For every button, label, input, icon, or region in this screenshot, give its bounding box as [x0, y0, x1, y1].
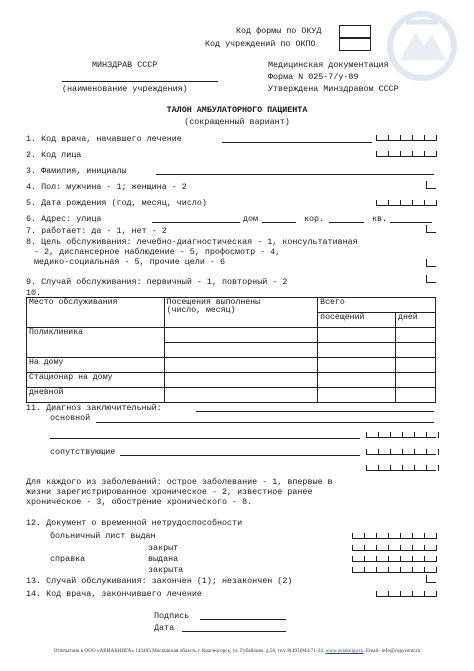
field-6-building-label: кор.	[304, 214, 325, 224]
field-11-label: 11. Диагноз заключительный:	[26, 403, 162, 413]
building-line[interactable]	[329, 222, 364, 223]
main-diagnosis-line-2[interactable]	[50, 438, 360, 439]
visits-table	[26, 297, 436, 403]
sick-leave-closed-label: закрыт	[148, 543, 179, 553]
employment-box[interactable]	[426, 225, 436, 233]
table-row	[27, 358, 436, 373]
table-row	[27, 328, 436, 343]
house-line[interactable]	[262, 222, 296, 223]
ministry-name: МИНЗДРАВ СССР	[92, 60, 158, 70]
sick-leave-closed-cells[interactable]	[352, 543, 437, 551]
signature-label: Подпись	[154, 611, 190, 621]
publisher-logo-watermark	[376, 2, 468, 82]
disease-note-line2: жизни зарегистрированное хроническое - 2, известное ранее	[26, 487, 313, 497]
disease-note-line3: хроническое - 3, обострение хронического - 8.	[26, 497, 253, 507]
field-8-line2: - 2, диспансерное наблюдение - 5, профосмотр - 4,	[34, 247, 281, 257]
document-title: ТАЛОН АМБУЛАТОРНОГО ПАЦИЕНТА	[166, 105, 308, 115]
okpo-label: Код учреждений по ОКПО	[205, 39, 316, 49]
field-9-label: 9. Случай обслуживания: первичный - 1, повторный - 2	[26, 277, 288, 287]
sick-leave-issued-cells[interactable]	[352, 531, 437, 539]
field-7-label: 7. работает: да - 1, нет - 2	[26, 226, 167, 236]
institution-name-line[interactable]	[62, 81, 218, 82]
field-5-label: 5. Дата рождения (год, месяц, число)	[26, 198, 207, 208]
col-header-place: Место обслуживания	[27, 298, 165, 328]
institution-caption: (наименование учреждения)	[62, 84, 188, 94]
field-2-label: 2. Код лица	[26, 150, 82, 160]
field-6-street-label: 6. Адрес: улица	[26, 214, 102, 224]
concomitant-label: сопутствующие	[50, 447, 116, 457]
diagnosis-line-1[interactable]	[196, 411, 434, 412]
certificate-issued-cells[interactable]	[352, 554, 437, 562]
signature-line[interactable]	[200, 619, 286, 620]
certificate-label: справка	[50, 554, 86, 564]
disease-note-line1: Для каждого из заболеваний: острое заболевание - 1, впервые в	[26, 477, 333, 487]
certificate-closed-label: закрыта	[148, 565, 184, 575]
field-6-apt-label: кв.	[372, 214, 388, 224]
service-goal-box[interactable]	[426, 259, 436, 267]
apartment-line[interactable]	[390, 222, 432, 223]
field-1-line[interactable]	[222, 142, 372, 143]
field-4-label: 4. Пол: мужчина - 1; женщина - 2	[26, 182, 187, 192]
concomitant-code-cells-2[interactable]	[366, 463, 439, 471]
printer-footer: Отпечатано в ООО «АВИАКНИГА» 143405 Московская область г. Красногорск, ул. Губайлово, д.56, тел. 8(495)943-71-24, www.aviaknigа.ru. Email- info@copycentr.ru	[53, 648, 421, 654]
col-header-visits-count: посещений	[318, 313, 396, 328]
table-row	[27, 373, 436, 388]
closing-doctor-code-cells[interactable]	[376, 589, 437, 597]
certificate-issued-label: выдана	[148, 554, 179, 564]
field-12-label: 12. Документ о временной нетрудоспособности	[26, 518, 243, 528]
case-completion-box[interactable]	[426, 575, 436, 583]
field-6-house-label: дом	[243, 214, 259, 224]
field-14-label: 14. Код врача, закончившего лечение	[26, 589, 202, 599]
person-code-cells[interactable]	[376, 149, 437, 157]
sick-leave-label: больничный лист выдан	[50, 531, 156, 541]
street-line[interactable]	[152, 222, 240, 223]
concomitant-code-cells-1[interactable]	[366, 447, 439, 455]
document-subtitle: (сокращенный вариант)	[184, 117, 290, 127]
name-line[interactable]	[156, 174, 434, 175]
table-row	[27, 388, 436, 403]
main-diagnosis-line[interactable]	[96, 422, 434, 423]
col-header-visits: Посещения выполнены (число, месяц)	[164, 298, 318, 328]
okud-label: Код формы по ОКУД	[236, 26, 322, 36]
certificate-closed-cells[interactable]	[352, 565, 437, 573]
main-diagnosis-label: основной	[50, 413, 91, 423]
field-8-line1: 8. Цель обслуживания: лечебно-диагностическая - 1, консультативная	[26, 237, 358, 247]
case-type-box[interactable]	[426, 275, 436, 283]
form-number: Форма N 025-7/у-89	[268, 72, 359, 82]
col-header-days: дней	[396, 313, 436, 328]
date-label: Дата	[154, 623, 175, 633]
field-8-line3: медико-социальная - 5, прочие цели - 6	[34, 257, 225, 267]
main-diagnosis-code-cells[interactable]	[366, 430, 439, 438]
row-label-day-hospital: дневной	[27, 388, 165, 403]
row-label-home: На дому	[27, 358, 165, 373]
concomitant-line[interactable]	[120, 455, 360, 456]
birth-date-cells[interactable]	[376, 198, 437, 206]
doc-type: Медицинская документация	[268, 60, 389, 70]
field-10-label: 10.	[26, 288, 42, 298]
publisher-website-link[interactable]: www.aviaknigа.ru	[325, 648, 364, 654]
approval-note: Утверждена Минздравом СССР	[268, 84, 399, 94]
col-header-total: Всего	[318, 298, 436, 313]
field-1-label: 1. Код врача, начавшего лечение	[26, 134, 182, 144]
sex-box[interactable]	[426, 181, 436, 189]
doctor-code-cells[interactable]	[376, 133, 437, 141]
row-label-clinic: Поликлиника	[27, 328, 165, 358]
field-3-label: 3. Фамилия, инициалы	[26, 166, 127, 176]
field-13-label: 13. Случай обслуживания: закончен (1); незакончен (2)	[26, 576, 293, 586]
okpo-code-field[interactable]	[339, 38, 371, 51]
date-line[interactable]	[182, 631, 286, 632]
okud-code-field[interactable]	[339, 25, 371, 38]
row-label-home-hospital: Стационар на дому	[27, 373, 165, 388]
